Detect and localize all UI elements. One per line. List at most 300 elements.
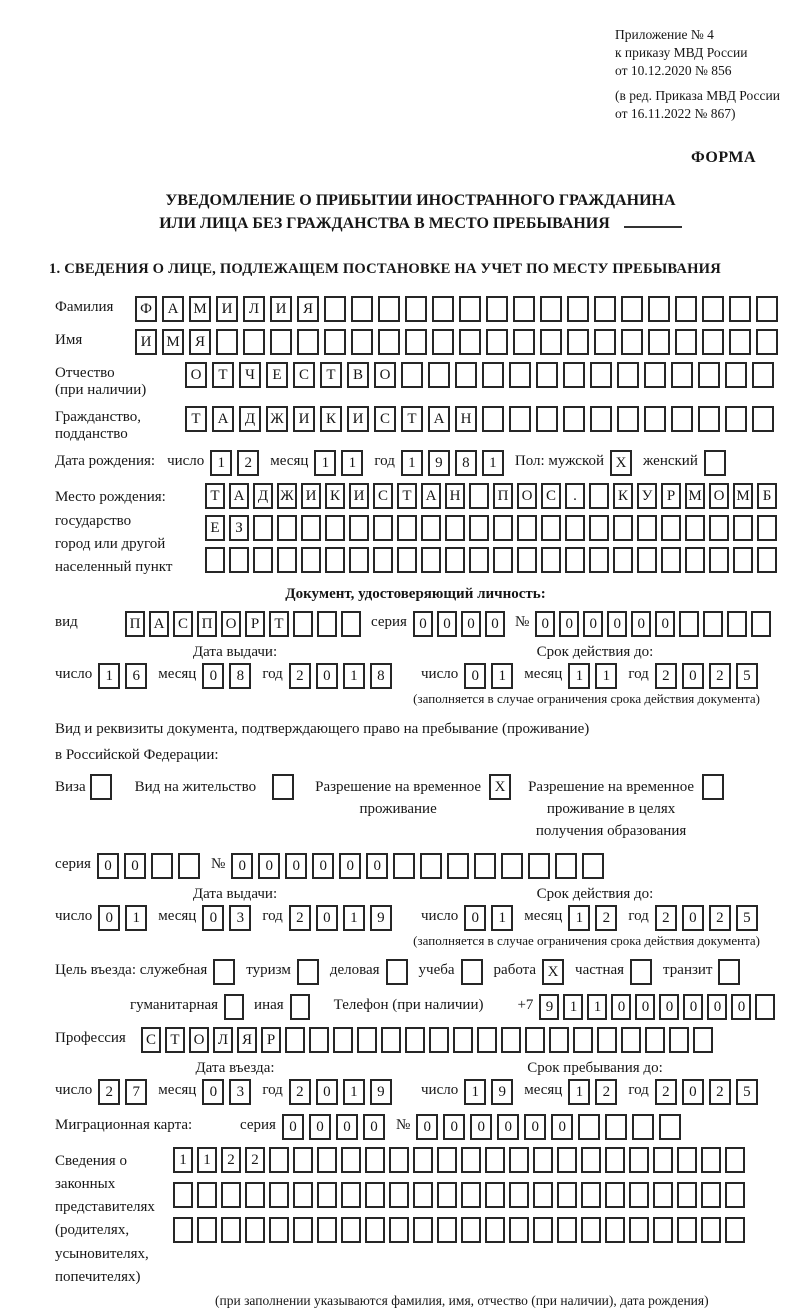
char-cell[interactable] [581,1147,601,1173]
char-cell[interactable] [482,362,504,388]
char-cell[interactable]: М [733,483,753,509]
char-cell[interactable]: 0 [202,905,224,931]
char-cell[interactable]: 0 [98,905,120,931]
char-cell[interactable]: 0 [659,994,679,1020]
char-cell[interactable]: М [162,329,184,355]
char-cell[interactable] [297,329,319,355]
char-cell[interactable]: 0 [285,853,307,879]
char-cell[interactable] [269,1217,289,1243]
char-cell[interactable]: 2 [709,1079,731,1105]
char-cell[interactable] [245,1217,265,1243]
char-cell[interactable]: 2 [655,663,677,689]
char-cell[interactable]: 0 [309,1114,331,1140]
char-cell[interactable] [528,853,550,879]
char-cell[interactable] [677,1147,697,1173]
char-cell[interactable] [477,1027,497,1053]
char-cell[interactable] [513,329,535,355]
char-cell[interactable]: 0 [461,611,481,637]
char-cell[interactable] [557,1182,577,1208]
char-cell[interactable]: 2 [289,1079,311,1105]
char-cell[interactable] [701,1147,721,1173]
char-cell[interactable] [485,1147,505,1173]
char-cell[interactable]: И [301,483,321,509]
char-cell[interactable] [540,296,562,322]
char-cell[interactable]: 1 [343,905,365,931]
char-cell[interactable]: Я [237,1027,257,1053]
char-cell[interactable] [245,1182,265,1208]
char-cell[interactable] [469,547,489,573]
sex-female-checkbox[interactable] [704,450,726,476]
char-cell[interactable] [455,362,477,388]
char-cell[interactable]: Ф [135,296,157,322]
char-cell[interactable]: Р [661,483,681,509]
char-cell[interactable]: 2 [595,905,617,931]
char-cell[interactable] [617,362,639,388]
char-cell[interactable] [221,1217,241,1243]
char-cell[interactable] [729,296,751,322]
char-cell[interactable] [461,1217,481,1243]
char-cell[interactable]: 0 [535,611,555,637]
char-cell[interactable] [605,1217,625,1243]
char-cell[interactable] [725,406,747,432]
char-cell[interactable] [757,515,777,541]
char-cell[interactable] [509,1182,529,1208]
char-cell[interactable] [509,406,531,432]
char-cell[interactable] [701,1182,721,1208]
char-cell[interactable]: Т [320,362,342,388]
char-cell[interactable] [541,547,561,573]
char-cell[interactable] [648,296,670,322]
char-cell[interactable]: О [517,483,537,509]
sex-male-checkbox[interactable]: X [610,450,632,476]
char-cell[interactable]: 0 [366,853,388,879]
char-cell[interactable] [590,362,612,388]
char-cell[interactable] [653,1217,673,1243]
char-cell[interactable]: Я [189,329,211,355]
char-cell[interactable]: 0 [363,1114,385,1140]
char-cell[interactable]: 2 [709,663,731,689]
char-cell[interactable]: 0 [707,994,727,1020]
char-cell[interactable] [293,1182,313,1208]
char-cell[interactable]: О [189,1027,209,1053]
char-cell[interactable]: Д [253,483,273,509]
char-cell[interactable]: 1 [125,905,147,931]
char-cell[interactable] [269,1182,289,1208]
char-cell[interactable] [485,1182,505,1208]
char-cell[interactable]: Т [401,406,423,432]
char-cell[interactable] [573,1027,593,1053]
char-cell[interactable] [637,547,657,573]
char-cell[interactable]: 1 [568,663,590,689]
char-cell[interactable] [661,547,681,573]
char-cell[interactable] [413,1217,433,1243]
char-cell[interactable]: 7 [125,1079,147,1105]
char-cell[interactable]: 0 [635,994,655,1020]
char-cell[interactable] [752,406,774,432]
char-cell[interactable]: 0 [316,905,338,931]
residence-permit-checkbox[interactable] [272,774,294,800]
char-cell[interactable] [725,1147,745,1173]
char-cell[interactable] [229,547,249,573]
char-cell[interactable]: 0 [464,663,486,689]
char-cell[interactable]: 0 [682,1079,704,1105]
char-cell[interactable] [594,329,616,355]
char-cell[interactable]: 0 [316,1079,338,1105]
char-cell[interactable] [493,547,513,573]
char-cell[interactable]: 0 [631,611,651,637]
char-cell[interactable] [151,853,173,879]
char-cell[interactable]: 0 [731,994,751,1020]
char-cell[interactable]: 0 [611,994,631,1020]
char-cell[interactable] [253,515,273,541]
char-cell[interactable]: К [325,483,345,509]
char-cell[interactable] [351,329,373,355]
char-cell[interactable] [437,1147,457,1173]
char-cell[interactable] [567,296,589,322]
char-cell[interactable] [293,611,313,637]
char-cell[interactable] [540,329,562,355]
char-cell[interactable]: 3 [229,905,251,931]
purpose-work-checkbox[interactable]: X [542,959,564,985]
char-cell[interactable] [197,1217,217,1243]
char-cell[interactable] [501,853,523,879]
char-cell[interactable] [197,1182,217,1208]
char-cell[interactable] [648,329,670,355]
char-cell[interactable]: 0 [312,853,334,879]
char-cell[interactable]: 0 [485,611,505,637]
char-cell[interactable] [341,1147,361,1173]
char-cell[interactable] [389,1147,409,1173]
char-cell[interactable] [351,296,373,322]
char-cell[interactable] [341,611,361,637]
char-cell[interactable] [509,1147,529,1173]
char-cell[interactable]: Р [261,1027,281,1053]
char-cell[interactable] [317,1182,337,1208]
char-cell[interactable] [325,515,345,541]
purpose-humanitarian-checkbox[interactable] [224,994,244,1020]
char-cell[interactable] [216,329,238,355]
char-cell[interactable] [269,1147,289,1173]
char-cell[interactable]: Р [245,611,265,637]
char-cell[interactable] [605,1147,625,1173]
char-cell[interactable]: 1 [587,994,607,1020]
char-cell[interactable]: 6 [125,663,147,689]
char-cell[interactable]: 5 [736,905,758,931]
char-cell[interactable]: А [428,406,450,432]
char-cell[interactable] [725,1217,745,1243]
char-cell[interactable]: 1 [563,994,583,1020]
char-cell[interactable] [459,329,481,355]
char-cell[interactable] [669,1027,689,1053]
char-cell[interactable] [517,515,537,541]
char-cell[interactable]: 0 [416,1114,438,1140]
char-cell[interactable]: Е [205,515,225,541]
char-cell[interactable]: 0 [336,1114,358,1140]
char-cell[interactable]: 1 [568,1079,590,1105]
char-cell[interactable] [671,406,693,432]
char-cell[interactable]: 0 [231,853,253,879]
char-cell[interactable]: Д [239,406,261,432]
char-cell[interactable]: 2 [289,905,311,931]
char-cell[interactable]: 1 [401,450,423,476]
char-cell[interactable] [698,362,720,388]
purpose-official-checkbox[interactable] [213,959,235,985]
char-cell[interactable]: С [373,483,393,509]
char-cell[interactable]: 0 [339,853,361,879]
char-cell[interactable] [437,1182,457,1208]
char-cell[interactable]: 1 [343,1079,365,1105]
char-cell[interactable] [432,329,454,355]
char-cell[interactable] [373,547,393,573]
char-cell[interactable]: 0 [464,905,486,931]
char-cell[interactable] [309,1027,329,1053]
char-cell[interactable] [389,1182,409,1208]
char-cell[interactable] [563,406,585,432]
char-cell[interactable]: И [349,483,369,509]
char-cell[interactable] [729,329,751,355]
char-cell[interactable] [413,1182,433,1208]
char-cell[interactable]: 0 [655,611,675,637]
char-cell[interactable]: 1 [343,663,365,689]
char-cell[interactable] [486,296,508,322]
char-cell[interactable] [453,1027,473,1053]
char-cell[interactable] [698,406,720,432]
char-cell[interactable]: 0 [559,611,579,637]
char-cell[interactable]: Т [212,362,234,388]
char-cell[interactable] [513,296,535,322]
purpose-private-checkbox[interactable] [630,959,652,985]
char-cell[interactable] [389,1217,409,1243]
char-cell[interactable] [482,406,504,432]
char-cell[interactable] [461,1182,481,1208]
purpose-business-checkbox[interactable] [386,959,408,985]
char-cell[interactable] [733,515,753,541]
char-cell[interactable] [401,362,423,388]
char-cell[interactable] [381,1027,401,1053]
char-cell[interactable] [333,1027,353,1053]
char-cell[interactable]: 2 [289,663,311,689]
char-cell[interactable]: 2 [655,1079,677,1105]
char-cell[interactable]: И [135,329,157,355]
char-cell[interactable]: 1 [173,1147,193,1173]
char-cell[interactable]: 2 [595,1079,617,1105]
char-cell[interactable] [405,1027,425,1053]
char-cell[interactable] [421,515,441,541]
char-cell[interactable]: 0 [443,1114,465,1140]
char-cell[interactable]: 1 [98,663,120,689]
char-cell[interactable]: О [221,611,241,637]
char-cell[interactable] [341,1217,361,1243]
char-cell[interactable] [637,515,657,541]
char-cell[interactable]: С [141,1027,161,1053]
char-cell[interactable]: Л [243,296,265,322]
char-cell[interactable] [709,515,729,541]
char-cell[interactable]: 8 [455,450,477,476]
char-cell[interactable] [373,515,393,541]
char-cell[interactable] [644,406,666,432]
char-cell[interactable] [397,547,417,573]
char-cell[interactable] [378,329,400,355]
char-cell[interactable]: 1 [568,905,590,931]
char-cell[interactable] [549,1027,569,1053]
char-cell[interactable]: Ж [277,483,297,509]
char-cell[interactable] [325,547,345,573]
char-cell[interactable]: 5 [736,663,758,689]
char-cell[interactable] [567,329,589,355]
char-cell[interactable]: А [212,406,234,432]
char-cell[interactable]: Л [213,1027,233,1053]
char-cell[interactable] [317,611,337,637]
char-cell[interactable]: У [637,483,657,509]
char-cell[interactable]: 2 [655,905,677,931]
char-cell[interactable] [301,515,321,541]
char-cell[interactable] [557,1217,577,1243]
char-cell[interactable] [581,1217,601,1243]
char-cell[interactable] [421,547,441,573]
char-cell[interactable] [685,547,705,573]
char-cell[interactable]: К [320,406,342,432]
char-cell[interactable]: И [270,296,292,322]
char-cell[interactable] [621,1027,641,1053]
char-cell[interactable] [733,547,753,573]
char-cell[interactable] [645,1027,665,1053]
char-cell[interactable]: 0 [682,663,704,689]
char-cell[interactable] [589,515,609,541]
char-cell[interactable] [293,1217,313,1243]
char-cell[interactable]: С [374,406,396,432]
char-cell[interactable] [474,853,496,879]
char-cell[interactable]: 0 [497,1114,519,1140]
char-cell[interactable] [685,515,705,541]
char-cell[interactable]: 1 [197,1147,217,1173]
char-cell[interactable] [563,362,585,388]
char-cell[interactable]: А [162,296,184,322]
char-cell[interactable] [509,362,531,388]
char-cell[interactable]: 0 [470,1114,492,1140]
char-cell[interactable]: П [493,483,513,509]
char-cell[interactable]: 2 [237,450,259,476]
visa-checkbox[interactable] [90,774,112,800]
char-cell[interactable] [605,1182,625,1208]
char-cell[interactable] [270,329,292,355]
char-cell[interactable] [675,329,697,355]
char-cell[interactable] [555,853,577,879]
char-cell[interactable]: 0 [524,1114,546,1140]
char-cell[interactable]: 1 [482,450,504,476]
char-cell[interactable] [405,296,427,322]
char-cell[interactable]: А [229,483,249,509]
char-cell[interactable] [701,1217,721,1243]
char-cell[interactable] [277,515,297,541]
char-cell[interactable] [677,1182,697,1208]
char-cell[interactable] [536,406,558,432]
char-cell[interactable] [486,329,508,355]
char-cell[interactable]: О [374,362,396,388]
char-cell[interactable]: М [189,296,211,322]
char-cell[interactable] [581,1182,601,1208]
char-cell[interactable] [617,406,639,432]
char-cell[interactable]: Т [269,611,289,637]
char-cell[interactable]: М [685,483,705,509]
char-cell[interactable]: 0 [202,1079,224,1105]
char-cell[interactable] [702,329,724,355]
char-cell[interactable] [677,1217,697,1243]
char-cell[interactable]: 1 [210,450,232,476]
char-cell[interactable] [349,547,369,573]
char-cell[interactable] [461,1147,481,1173]
char-cell[interactable]: В [347,362,369,388]
char-cell[interactable] [621,296,643,322]
char-cell[interactable]: И [216,296,238,322]
char-cell[interactable] [405,329,427,355]
char-cell[interactable] [756,329,778,355]
char-cell[interactable]: С [173,611,193,637]
char-cell[interactable] [501,1027,521,1053]
char-cell[interactable] [709,547,729,573]
char-cell[interactable] [565,515,585,541]
char-cell[interactable] [178,853,200,879]
char-cell[interactable] [277,547,297,573]
char-cell[interactable] [447,853,469,879]
char-cell[interactable] [671,362,693,388]
char-cell[interactable]: 1 [464,1079,486,1105]
char-cell[interactable] [469,515,489,541]
char-cell[interactable] [428,362,450,388]
char-cell[interactable]: Ж [266,406,288,432]
char-cell[interactable]: О [185,362,207,388]
char-cell[interactable] [661,515,681,541]
char-cell[interactable] [725,1182,745,1208]
char-cell[interactable] [378,296,400,322]
char-cell[interactable]: 0 [124,853,146,879]
char-cell[interactable] [445,515,465,541]
char-cell[interactable]: Ч [239,362,261,388]
char-cell[interactable] [702,296,724,322]
char-cell[interactable] [605,1114,627,1140]
char-cell[interactable]: К [613,483,633,509]
char-cell[interactable] [285,1027,305,1053]
char-cell[interactable] [341,1182,361,1208]
char-cell[interactable] [613,515,633,541]
char-cell[interactable]: А [421,483,441,509]
purpose-tourism-checkbox[interactable] [297,959,319,985]
char-cell[interactable] [653,1182,673,1208]
char-cell[interactable] [533,1147,553,1173]
char-cell[interactable]: Н [455,406,477,432]
char-cell[interactable]: Т [165,1027,185,1053]
char-cell[interactable] [324,296,346,322]
char-cell[interactable] [565,547,585,573]
char-cell[interactable] [469,483,489,509]
char-cell[interactable]: 0 [583,611,603,637]
char-cell[interactable]: 0 [258,853,280,879]
char-cell[interactable]: 2 [98,1079,120,1105]
char-cell[interactable] [533,1217,553,1243]
char-cell[interactable]: . [565,483,585,509]
char-cell[interactable]: 1 [341,450,363,476]
char-cell[interactable]: П [197,611,217,637]
char-cell[interactable]: С [541,483,561,509]
edu-residence-checkbox[interactable] [702,774,724,800]
char-cell[interactable] [243,329,265,355]
char-cell[interactable] [393,853,415,879]
char-cell[interactable] [594,296,616,322]
char-cell[interactable]: А [149,611,169,637]
char-cell[interactable]: 0 [202,663,224,689]
char-cell[interactable] [644,362,666,388]
char-cell[interactable] [536,362,558,388]
char-cell[interactable] [493,515,513,541]
